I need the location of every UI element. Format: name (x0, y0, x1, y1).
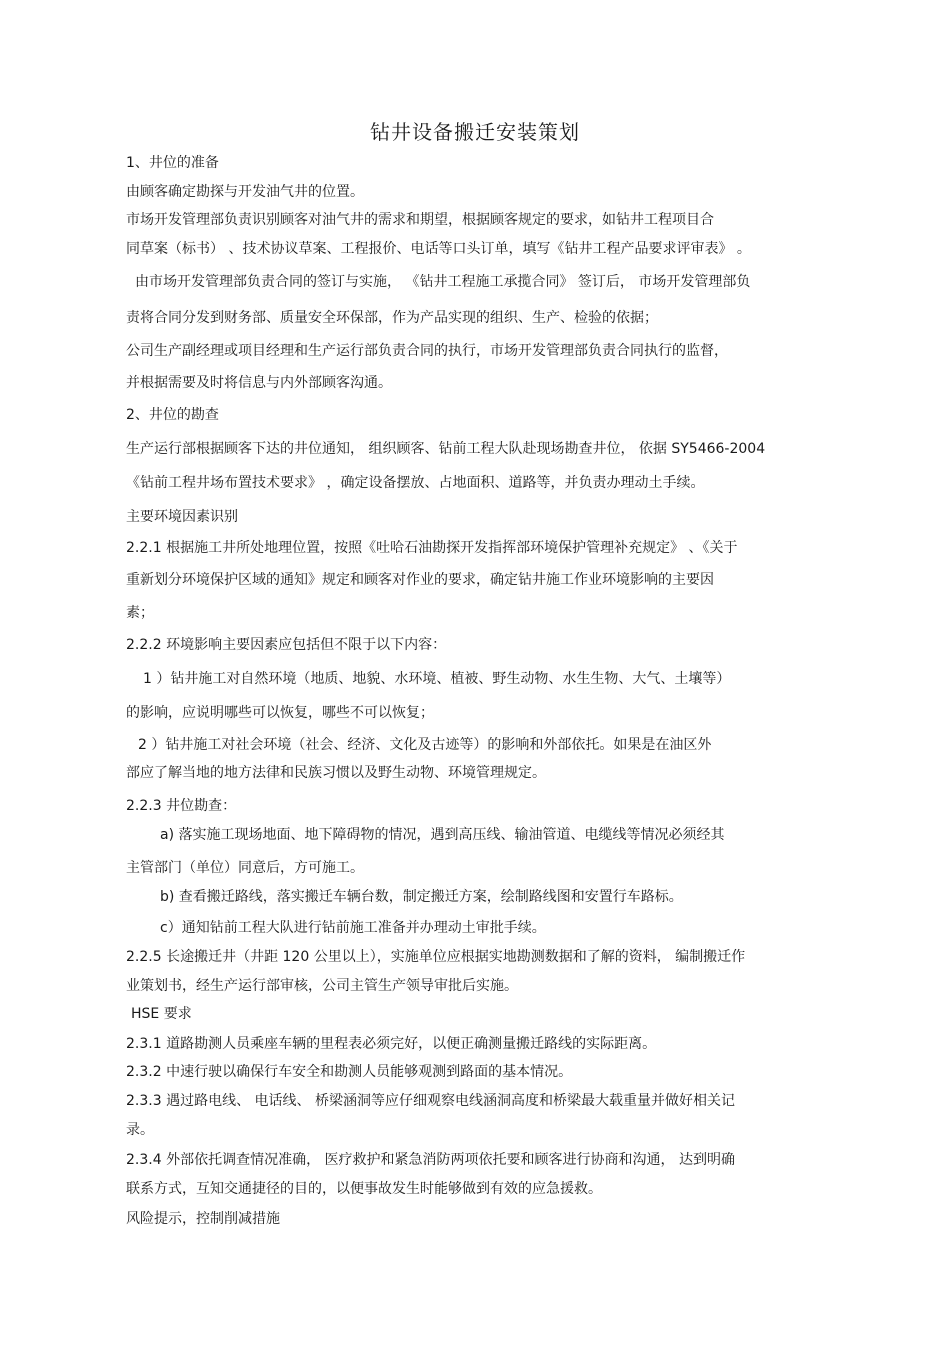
paragraph-line: 同草案（标书） 、技术协议草案、工程报价、电话等口头订单，填写《钻井工程产品要求评审表》 。 (126, 241, 751, 257)
list-item: 1 ）钻井施工对自然环境（地质、地貌、水环境、植被、野生动物、水生生物、大气、土壤等） (143, 671, 731, 687)
paragraph-line: 重新划分环境保护区域的通知》规定和顾客对作业的要求，确定钻井施工作业环境影响的主要因 (126, 572, 714, 588)
paragraph-line: 录。 (126, 1122, 154, 1138)
paragraph-line: 2.2.1 根据施工井所处地理位置，按照《吐哈石油勘探开发指挥部环境保护管理补充规定》 、《关于 (126, 540, 738, 556)
paragraph-line: 2.3.2 中速行驶以确保行车安全和勘测人员能够观测到路面的基本情况。 (126, 1064, 573, 1080)
paragraph-line: 业策划书，经生产运行部审核，公司主管生产领导审批后实施。 (126, 978, 518, 994)
document-title: 钻井设备搬迁安装策划 (370, 120, 580, 144)
paragraph-line: 2.2.2 环境影响主要因素应包括但不限于以下内容： (126, 637, 447, 653)
paragraph-line: 市场开发管理部负责识别顾客对油气井的需求和期望，根据顾客规定的要求，如钻井工程项目合 (126, 212, 714, 228)
list-item: 2 ）钻井施工对社会环境（社会、经济、文化及古迹等）的影响和外部依托。如果是在油区外 (138, 737, 712, 753)
paragraph-line: 部应了解当地的地方法律和民族习惯以及野生动物、环境管理规定。 (126, 765, 546, 781)
paragraph-line: 的影响，应说明哪些可以恢复，哪些不可以恢复； (126, 705, 434, 721)
paragraph-line: 公司生产副经理或项目经理和生产运行部负责合同的执行，市场开发管理部负责合同执行的监督， (126, 343, 728, 359)
paragraph-line: 2.2.3 井位勘查： (126, 798, 237, 814)
heading-environment-factors: 主要环境因素识别 (126, 509, 238, 525)
paragraph-line: 联系方式，互知交通捷径的目的，以便事故发生时能够做到有效的应急援救。 (126, 1181, 602, 1197)
list-item: c）通知钻前工程大队进行钻前施工准备并办理动土审批手续。 (160, 920, 546, 936)
paragraph-line: 主管部门（单位）同意后，方可施工。 (126, 860, 364, 876)
list-item: b) 查看搬迁路线，落实搬迁车辆台数，制定搬迁方案，绘制路线图和安置行车路标。 (160, 889, 683, 905)
paragraph-line: 责将合同分发到财务部、质量安全环保部，作为产品实现的组织、生产、检验的依据； (126, 310, 658, 326)
paragraph-line: 并根据需要及时将信息与内外部顾客沟通。 (126, 375, 392, 391)
paragraph-line: 生产运行部根据顾客下达的井位通知， 组织顾客、钻前工程大队赴现场勘查井位， 依据 SY5466-2004 (126, 441, 766, 457)
paragraph-line: 由市场开发管理部负责合同的签订与实施， 《钻井工程施工承揽合同》 签订后， 市场开发管理部负 (135, 274, 751, 290)
heading-well-survey: 2、井位的勘查 (126, 407, 219, 423)
paragraph-line: 2.2.5 长途搬迁井（井距 120 公里以上），实施单位应根据实地勘测数据和了解的资料， 编制搬迁作 (126, 949, 746, 965)
paragraph-line: 2.3.4 外部依托调查情况准确， 医疗救护和紧急消防两项依托要和顾客进行协商和沟通， 达到明确 (126, 1152, 735, 1168)
heading-well-preparation: 1、井位的准备 (126, 155, 219, 171)
paragraph-line: 2.3.1 道路勘测人员乘座车辆的里程表必须完好，以便正确测量搬迁路线的实际距离。 (126, 1036, 657, 1052)
heading-hse: HSE 要求 (131, 1006, 192, 1022)
paragraph-line: 2.3.3 遇过路电线、 电话线、 桥梁涵洞等应仔细观察电线涵洞高度和桥梁最大载重量并做好相关记 (126, 1093, 735, 1109)
list-item: a) 落实施工现场地面、地下障碍物的情况，遇到高压线、输油管道、电缆线等情况必须经其 (160, 827, 725, 843)
paragraph-line: 《钻前工程井场布置技术要求》 ，确定设备摆放、占地面积、道路等，并负责办理动土手续。 (126, 475, 705, 491)
heading-risk: 风险提示，控制削减措施 (126, 1211, 280, 1227)
paragraph-line: 由顾客确定勘探与开发油气井的位置。 (126, 184, 364, 200)
paragraph-line: 素； (126, 605, 154, 621)
